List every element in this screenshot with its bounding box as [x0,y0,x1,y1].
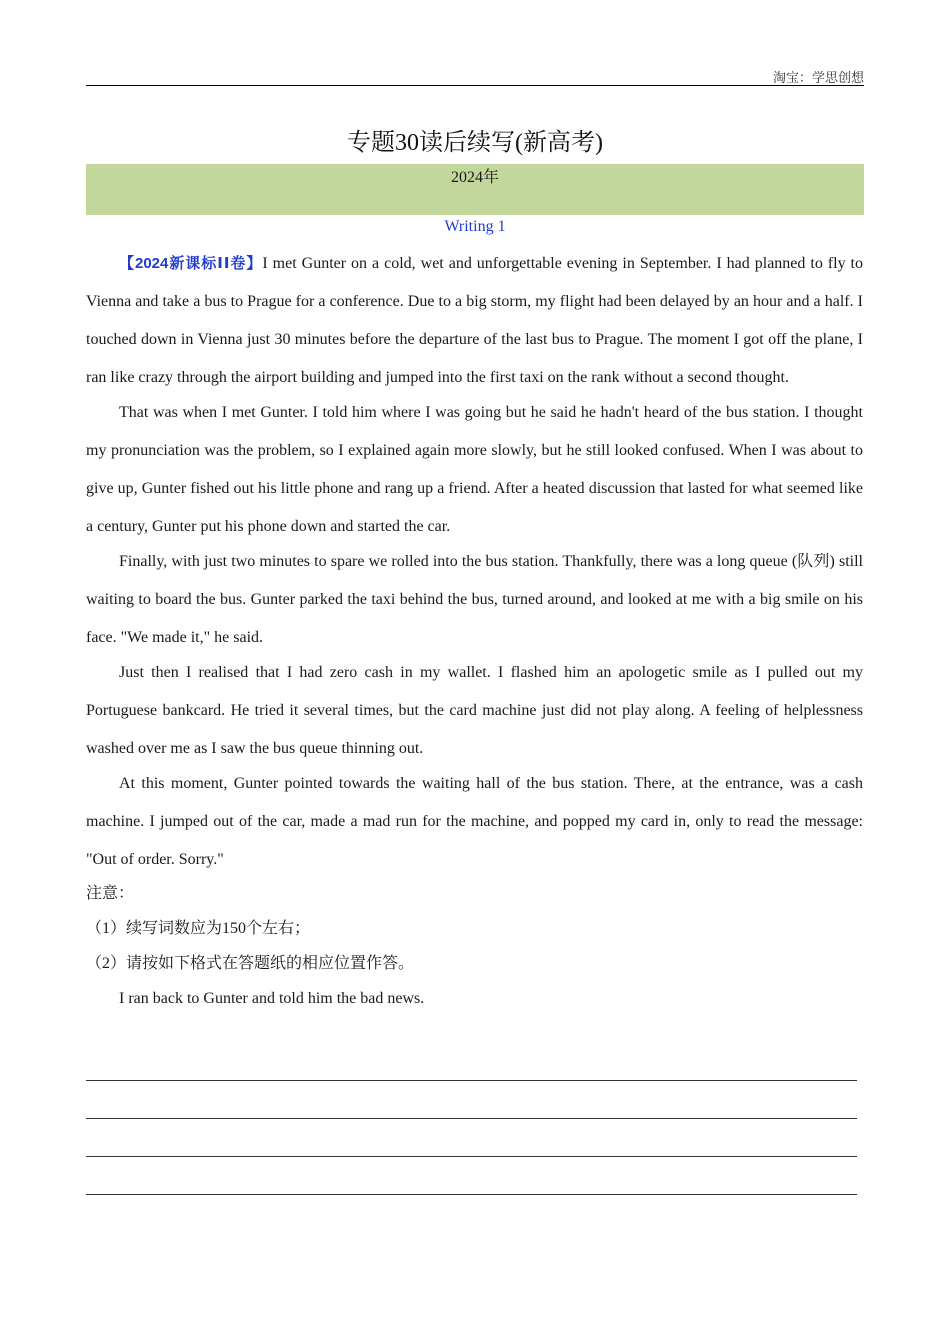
paragraph-4: Just then I realised that I had zero cash in my wallet. I flashed him an apologetic smile as I pulled out my Portuguese bankcard. He tried it several times, but the card machine just did not play along. A feeling of helplessness washed over me as I saw the bus queue thinning out. [86,664,863,757]
paragraph-2: That was when I met Gunter. I told him where I was going but he said he hadn't heard of the bus station. I thought my pronunciation was the problem, so I explained again more slowly, but he still looked confused. When I was about to give up, Gunter fished out his little phone and rang up a friend. After a heated discussion that lasted for what seemed like a century, Gunter put his phone down and started the car. [86,404,863,535]
note-item-1: （1）续写词数应为150个左右； [86,920,311,937]
continuation-start: I ran back to Gunter and told him the bad news. [119,990,425,1007]
note-item-2: （2）请按如下格式在答题纸的相应位置作答。 [86,955,415,972]
answer-line[interactable] [86,1118,857,1119]
year-label: 2024年 [450,169,499,186]
page-title: 专题30读后续写(新高考) [347,130,603,156]
header-label: 淘宝：学思创想 [772,70,864,85]
notes-heading: 注意： [86,885,135,902]
answer-line[interactable] [86,1080,857,1081]
answer-line[interactable] [86,1194,857,1195]
exam-tag: 【2024新课标ⅠⅠ卷】 [119,255,263,272]
paragraph-1-text: I met Gunter on a cold, wet and unforgettable evening in September. I had planned to fly to Vienna and take a bus to Prague for a conference. Due to a big storm, my flight had been delayed by an hour and a half. I touched down in Vienna just 30 minutes before the departure of the last bus to Prague. The moment I got off the plane, I ran like crazy through the airport building and jumped into the first taxi on the rank without a second thought. [86,255,863,386]
paragraph-1 [86,245,863,397]
header-rule [86,85,864,86]
passage [86,245,863,1016]
year-band [86,164,864,215]
paragraph-5: At this moment, Gunter pointed towards the waiting hall of the bus station. There, at the entrance, was a cash machine. I jumped out of the car, made a mad run for the machine, and popped my card in, only to read the message: "Out of order. Sorry." [86,775,863,868]
answer-line[interactable] [86,1156,857,1157]
paragraph-3: Finally, with just two minutes to spare we rolled into the bus station. Thankfully, there was a long queue (队列) still waiting to board the bus. Gunter parked the taxi behind the bus, turned around, and looked at me with a big smile on his face. "We made it," he said. [86,553,863,646]
section-heading: Writing 1 [444,218,506,235]
